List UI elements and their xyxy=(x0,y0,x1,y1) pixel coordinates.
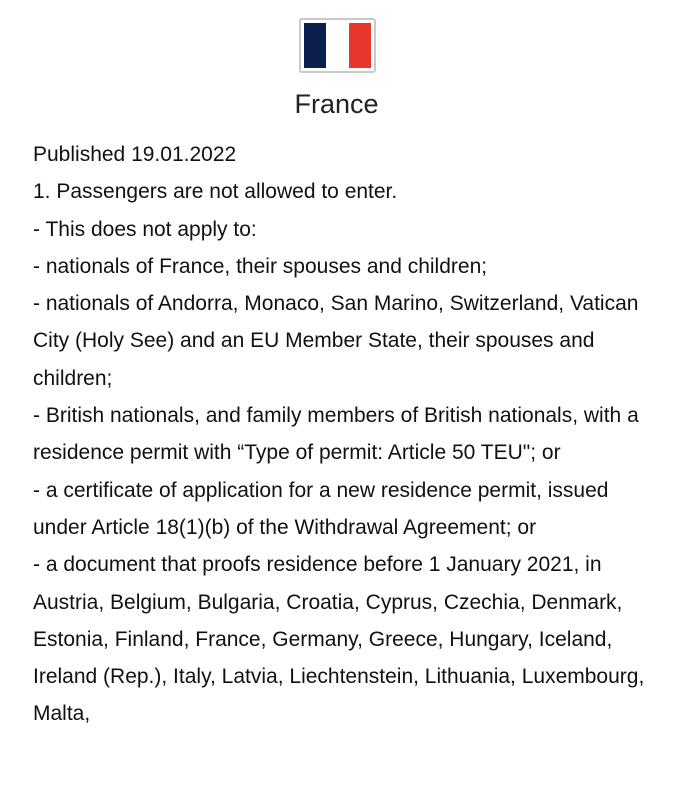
paragraph: - British nationals, and family members of British nationals, with a residence permit with “Type of permit: Article 50 TEU"; or xyxy=(33,404,639,465)
paragraph: - nationals of Andorra, Monaco, San Marino, Switzerland, Vatican City (Holy See) and an EU Member State, their spouses and children; xyxy=(33,292,639,390)
paragraph: - a certificate of application for a new residence permit, issued under Article 18(1)(b) of the Withdrawal Agreement; or xyxy=(33,478,609,539)
paragraph: - This does not apply to: xyxy=(33,217,257,241)
paragraph: 1. Passengers are not allowed to enter. xyxy=(33,180,398,204)
paragraph: - a document that proofs residence before 1 January 2021, in Austria, Belgium, Bulgaria, Croatia, Cyprus, Czechia, Denmark, Estonia, Finland, France, Germany, Greece, Hungary, Iceland, Ireland (Rep.), Italy, Latvia, Liechtenstein, Lithuania, Luxembourg, Malta, xyxy=(33,553,645,726)
travel-restrictions-text xyxy=(33,136,653,733)
country-title: France xyxy=(294,89,379,119)
flag-stripe-white xyxy=(326,23,348,68)
paragraph: - nationals of France, their spouses and children; xyxy=(33,254,488,278)
france-flag-icon xyxy=(299,18,376,73)
published-date: Published 19.01.2022 xyxy=(33,143,237,166)
flag-stripe-blue xyxy=(304,23,326,68)
flag-stripe-red xyxy=(349,23,371,68)
